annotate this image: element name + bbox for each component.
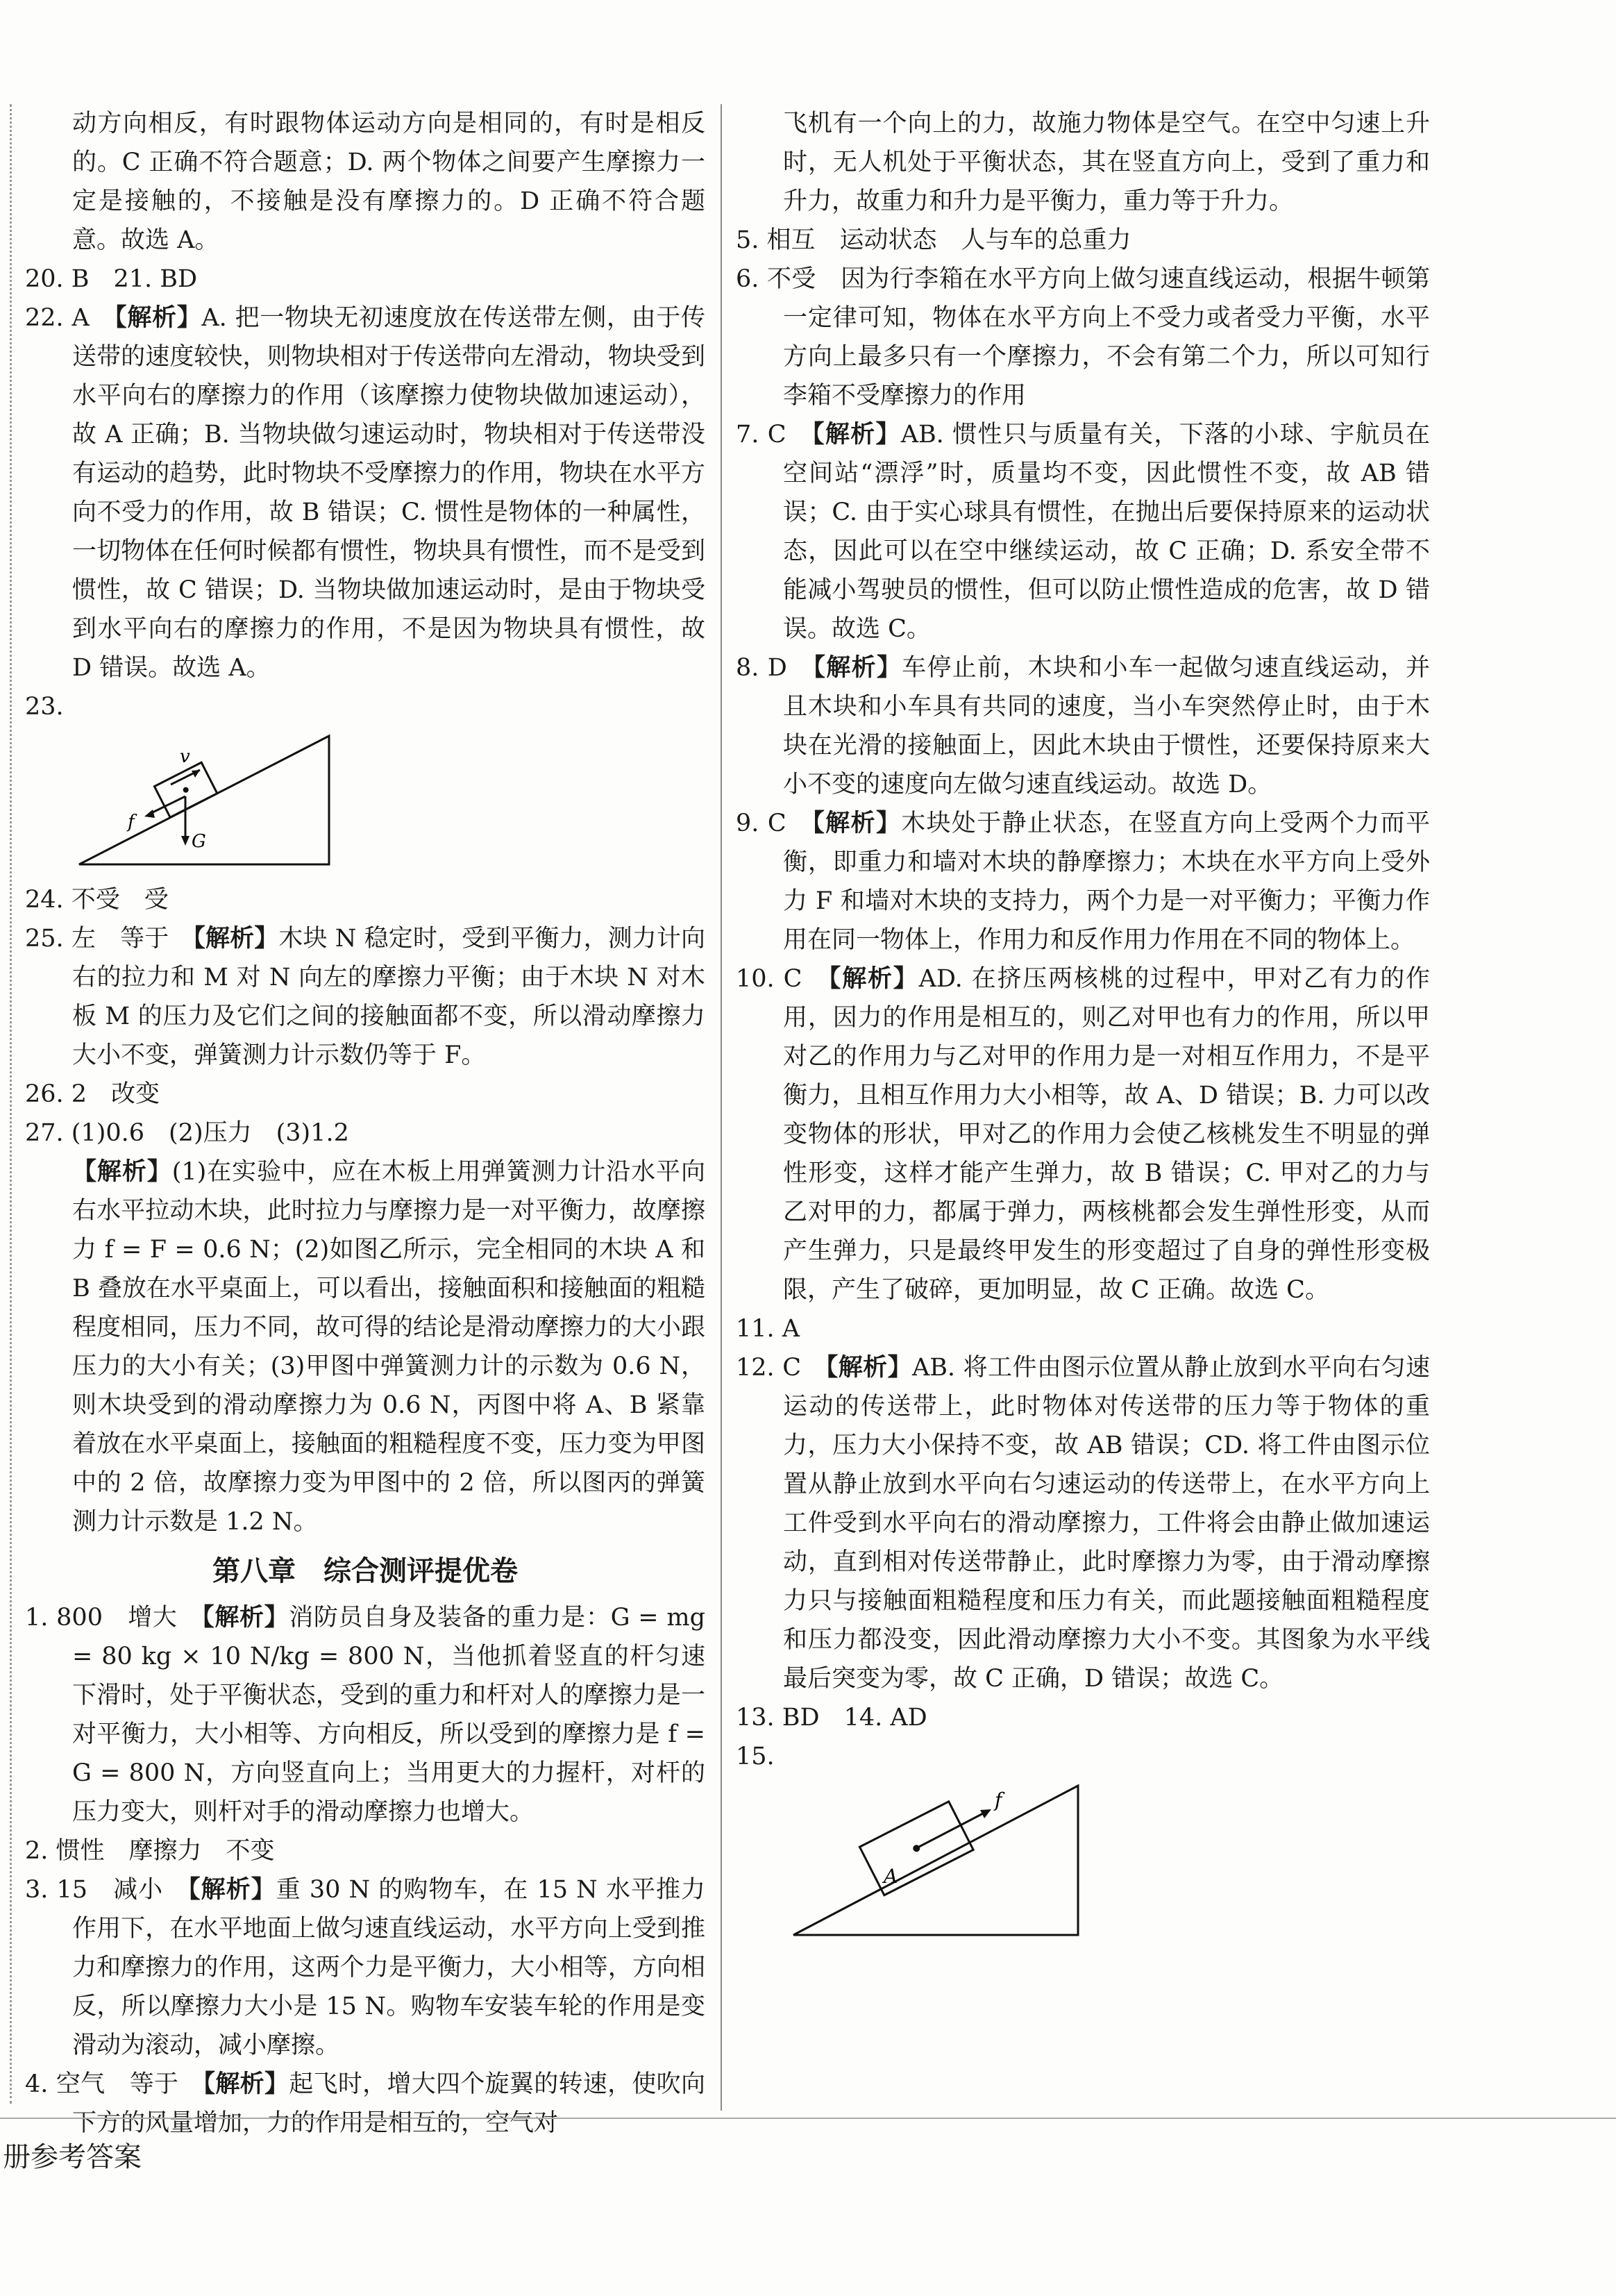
answer-24: 24. 不受 受 (25, 886, 169, 914)
section-answer-5: 5. 相互 运动状态 人与车的总重力 (736, 226, 1131, 254)
section-answer-4-continued: 飞机有一个向上的力，故施力物体是空气。在空中匀速上升时，无人机处于平衡状态，其在竖直方向上，受到了重力和升力，故重力和升力是平衡力，重力等于升力。 (783, 110, 1430, 215)
section-answer-15-number: 15. (736, 1743, 775, 1770)
answer-22: 22. A 【解析】A. 把一物块无初速度放在传送带左侧，由于传送带的速度较快，则物块相对于传送带向左滑动，物块受到水平向右的摩擦力的作用（该摩擦力使物块做加速运动），故 A 正确；B. 当物块做匀速运动时，物块相对于传送带没有运动的趋势，此时物块不受摩擦力的作用，物块在水平方向不受力的作用，故 B 错误；C. 惯性是物体的一种属性，一切物体在任何时候都有惯性，物块具有惯性，而不是受到惯性，故 C 错误；D. 当物块做加速运动时，是由于物块受到水平向右的摩擦力的作用，不是因为物块具有惯性，故 D 错误。故选 A。 (25, 304, 705, 682)
analysis-tag: 【解析】 (188, 1876, 276, 1904)
section-answer-13-14: 13. BD 14. AD (736, 1704, 927, 1732)
left-column (25, 104, 705, 2143)
section-answer-10: 10. C 【解析】AD. 在挤压两核桃的过程中，甲对乙有力的作用，因力的作用是相互的，则乙对甲也有力的作用，所以甲对乙的作用力与乙对甲的作用力是一对相互作用力，不是平衡力，且相互作用力大小相等，故 A、D 错误；B. 力可以改变物体的形状，甲对乙的作用力会使乙核桃发生不明显的弹性形变，这样才能产生弹力，故 B 错误；C. 甲对乙的力与乙对甲的力，都属于弹力，两核桃都会发生弹性形变，从而产生弹力，只是最终甲发生的形变超过了自身的弹性形变极限，产生了破碎，更加明显，故 C 正确。故选 C。 (736, 965, 1430, 1304)
answer-26: 26. 2 改变 (25, 1080, 160, 1108)
footer-rule (0, 2118, 1616, 2119)
gravity-label: G (192, 831, 206, 852)
analysis-tag: 【解析】 (828, 965, 919, 993)
section-answer-4: 4. 空气 等于 【解析】起飞时，增大四个旋翼的转速，使吹向下方的风量增加，力的作用是相互的，空气对 (25, 2070, 705, 2137)
section-answer-8: 8. D 【解析】车停止前，木块和小车一起做匀速直线运动，并且木块和小车具有共同的速度，当小车突然停止时，由于木块在光滑的接触面上，因此木块由于惯性，还要保持原来大小不变的速度向左做匀速直线运动。故选 D。 (736, 654, 1430, 798)
incline-force-diagram-23 (72, 729, 336, 875)
analysis-tag: 【解析】 (115, 304, 202, 332)
section-answer-3: 3. 15 减小 【解析】重 30 N 的购物车，在 15 N 水平推力作用下，在水平地面上做匀速直线运动，水平方向上受到推力和摩擦力的作用，这两个力是平衡力，大小相等，方向相反，所以摩擦力大小是 15 N。购物车安装车轮的作用是变滑动为滚动，减小摩擦。 (25, 1876, 705, 2059)
right-column (736, 104, 1430, 1951)
analysis-tag: 【解析】 (812, 421, 901, 449)
friction-label-15: f (995, 1788, 1002, 1811)
friction-label: f (128, 812, 135, 832)
analysis-tag: 【解析】 (813, 654, 902, 682)
section-answer-2: 2. 惯性 摩擦力 不变 (25, 1837, 275, 1865)
analysis-tag: 【解析】 (812, 810, 902, 837)
section-answer-7: 7. C 【解析】AB. 惯性只与质量有关，下落的小球、宇航员在空间站“漂浮”时，质量均不变，因此惯性不变，故 AB 错误；C. 由于实心球具有惯性，在抛出后要保持原来的运动状态，因此可以在空中继续运动，故 C 正确；D. 系安全带不能减小驾驶员的惯性，但可以防止惯性造成的危害，故 D 错误。故选 C。 (736, 421, 1430, 643)
velocity-label: v (180, 746, 190, 767)
section-answer-1: 1. 800 增大 【解析】消防员自身及装备的重力是：G = mg = 80 kg × 10 N/kg = 800 N，当他抓着竖直的杆匀速下滑时，处于平衡状态，受到的重力和杆对人的摩擦力是一对平衡力，大小相等、方向相反，所以受到的摩擦力是 f = G = 800 N，方向竖直向上；当用更大的力握杆，对杆的压力变大，则杆对手的滑动摩擦力也增大。 (25, 1604, 705, 1826)
analysis-tag: 【解析】 (72, 1158, 172, 1186)
analysis-tag: 【解析】 (203, 2070, 289, 2098)
analysis-tag: 【解析】 (825, 1354, 912, 1382)
analysis-tag: 【解析】 (193, 925, 279, 953)
answer-20-21: 20. B 21. BD (25, 265, 198, 293)
answer-19-continued: 动方向相反，有时跟物体运动方向是相同的，有时是相反的。C 正确不符合题意；D. 两个物体之间要产生摩擦力一定是接触的，不接触是没有摩擦力的。D 正确不符合题意。故选 A。 (72, 110, 705, 254)
answer-25: 25. 左 等于 【解析】木块 N 稳定时，受到平衡力，测力计向右的拉力和 M 对 N 向左的摩擦力平衡；由于木块 N 对木板 M 的压力及它们之间的接触面都不变，所以滑动摩擦力大小不变，弹簧测力计示数仍等于 F。 (25, 925, 705, 1069)
section-answer-12: 12. C 【解析】AB. 将工件由图示位置从静止放到水平向右匀速运动的传送带上，此时物体对传送带的压力等于物体的重力，压力大小保持不变，故 AB 错误；CD. 将工件由图示位置从静止放到水平向右匀速运动的传送带上，在水平方向上工件受到水平向右的滑动摩擦力，工件将会由静止做加速运动，直到相对传送带静止，此时摩擦力为零，由于滑动摩擦力只与接触面粗糙程度和压力有关，而此题接触面粗糙程度和压力都没变，因此滑动摩擦力大小不变。其图象为水平线最后突变为零，故 C 正确，D 错误；故选 C。 (736, 1354, 1431, 1693)
section-answer-11: 11. A (736, 1315, 800, 1343)
section-answer-6: 6. 不受 因为行李箱在水平方向上做匀速直线运动，根据牛顿第一定律可知，物体在水平方向上不受力或者受力平衡，水平方向上最多只有一个摩擦力，不会有第二个力，所以可知行李箱不受摩擦力的作用 (736, 265, 1430, 410)
answer-27-analysis: 【解析】(1)在实验中，应在木板上用弹簧测力计沿水平向右水平拉动木块，此时拉力与摩擦力是一对平衡力，故摩擦力 f = F = 0.6 N；(2)如图乙所示，完全相同的木块 A 和 B 叠放在水平桌面上，可以看出，接触面积和接触面的粗糙程度相同，压力不同，故可得的结论是滑动摩擦力的大小跟压力的大小有关；(3)甲图中弹簧测力计的示数为 0.6 N，则木块受到的滑动摩擦力为 0.6 N，丙图中将 A、B 紧靠着放在水平桌面上，接触面的粗糙程度不变，压力变为甲图中的 2 倍，故摩擦力变为甲图中的 2 倍，所以图丙的弹簧测力计示数是 1.2 N。 (72, 1158, 705, 1536)
page-footer: 册参考答案 (3, 2141, 142, 2173)
section-title: 第八章 综合测评提优卷 (212, 1555, 518, 1587)
answer-23-number: 23. (25, 693, 64, 721)
answer-27: 27. (1)0.6 (2)压力 (3)1.2 (25, 1119, 349, 1147)
section-answer-9: 9. C 【解析】木块处于静止状态，在竖直方向上受两个力而平衡，即重力和墙对木块的静摩擦力；木块在水平方向上受外力 F 和墙对木块的支持力，两个力是一对平衡力；平衡力作用在同一物体上，作用力和反作用力作用在不同的物体上。 (736, 810, 1430, 954)
block-a-label: A (884, 1865, 898, 1888)
analysis-tag: 【解析】 (202, 1604, 289, 1632)
column-divider (721, 104, 722, 2111)
left-margin-rule (10, 104, 12, 2104)
incline-force-diagram-15 (783, 1779, 1088, 1945)
